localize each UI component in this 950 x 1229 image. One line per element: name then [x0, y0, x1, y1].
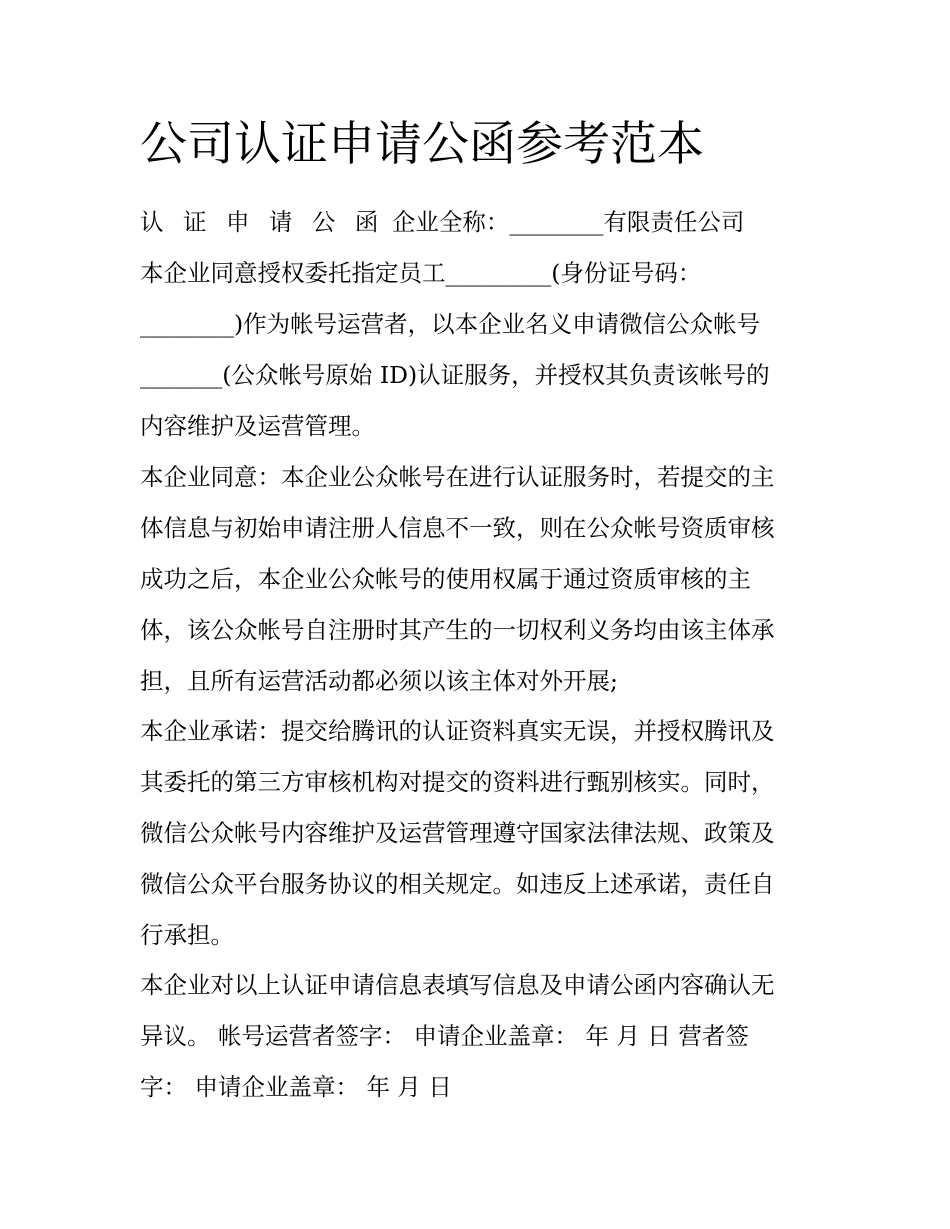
- body-line-13: 微信公众帐号内容维护及运营管理遵守国家法律法规、政策及: [140, 819, 775, 847]
- body-line-4: _______(公众帐号原始 ID)认证服务，并授权其负责该帐号的: [140, 361, 770, 389]
- company-name-line: 企业全称：________有限责任公司: [384, 208, 745, 236]
- body-line-10: 担，且所有运营活动都必须以该主体对外开展;: [140, 667, 618, 695]
- body-line-17: 异议。 帐号运营者签字： 申请企业盖章： 年 月 日 营者签: [140, 1022, 749, 1050]
- body-line-15: 行承担。: [140, 921, 234, 949]
- document-title: 公司认证申请公函参考范本: [140, 117, 704, 172]
- body-line-3: ________)作为帐号运营者，以本企业名义申请微信公众帐号: [140, 310, 761, 338]
- body-line-5: 内容维护及运营管理。: [140, 412, 375, 440]
- body-line-1: [140, 207, 820, 237]
- body-line-7: 体信息与初始申请注册人信息不一致，则在公众帐号资质审核: [140, 514, 775, 542]
- body-line-9: 体，该公众帐号自注册时其产生的一切权利义务均由该主体承: [140, 616, 775, 644]
- body-line-16: 本企业对以上认证申请信息表填写信息及申请公函内容确认无: [140, 971, 775, 999]
- letter-heading: 认 证 申 请 公 函: [140, 208, 385, 236]
- body-line-18: 字： 申请企业盖章： 年 月 日: [140, 1073, 452, 1101]
- body-line-11: 本企业承诺：提交给腾讯的认证资料真实无误，并授权腾讯及: [140, 717, 775, 745]
- body-line-8: 成功之后，本企业公众帐号的使用权属于通过资质审核的主: [140, 565, 751, 593]
- body-line-14: 微信公众平台服务协议的相关规定。如违反上述承诺，责任自: [140, 870, 775, 898]
- body-line-6: 本企业同意：本企业公众帐号在进行认证服务时，若提交的主: [140, 463, 775, 491]
- body-line-2: 本企业同意授权委托指定员工_________(身份证号码：: [140, 259, 702, 287]
- body-line-12: 其委托的第三方审核机构对提交的资料进行甄别核实。同时，: [140, 768, 775, 796]
